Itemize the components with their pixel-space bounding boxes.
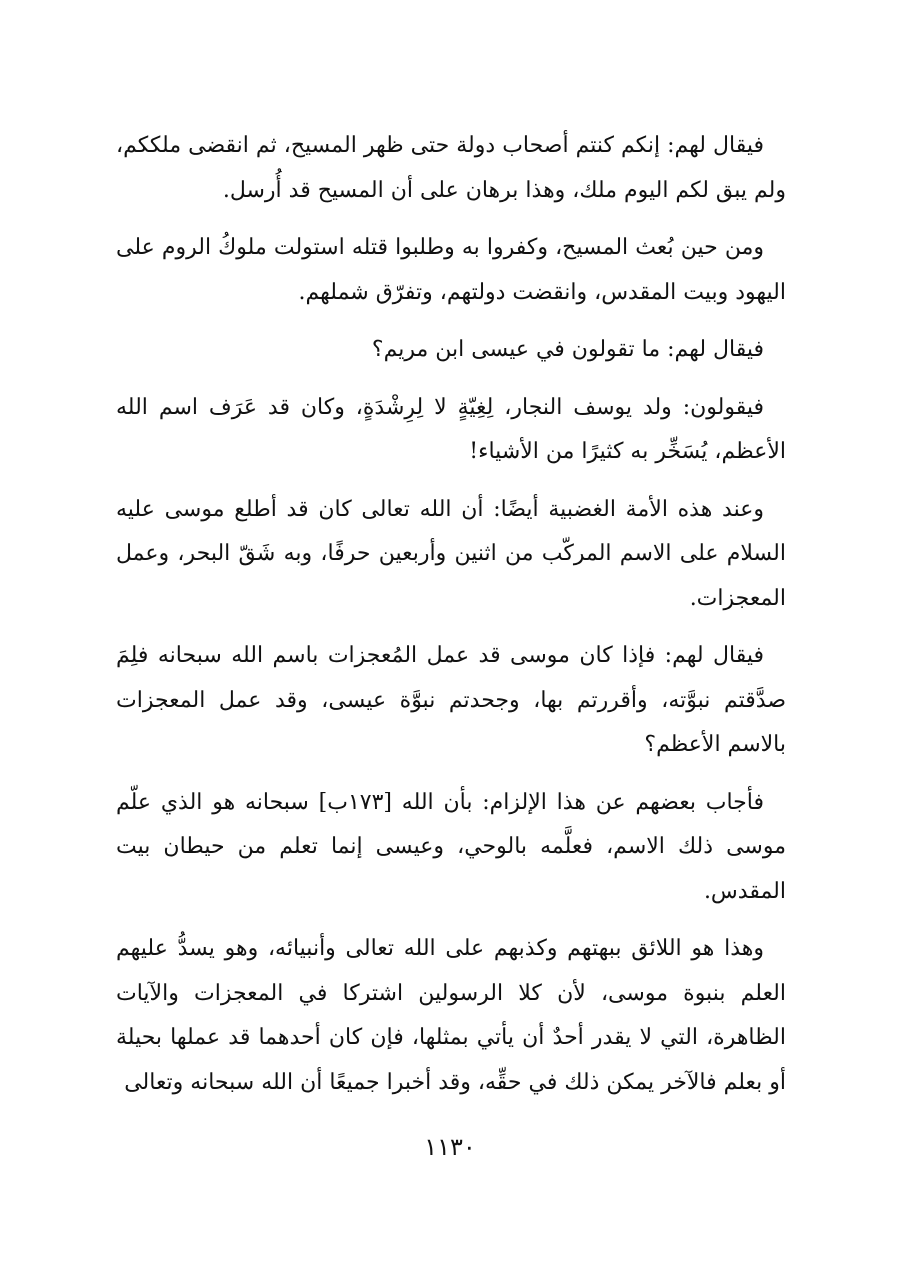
paragraph-3: فيقال لهم: ما تقولون في عيسى ابن مريم؟ [371, 337, 764, 362]
paragraph-4: فيقولون: ولد يوسف النجار، لِغِيّةٍ لا لِرِشْدَةٍ، وكان قد عَرَف اسم الله الأعظم، يُسَخِّر به كثيرًا من الأشياء! [116, 394, 786, 464]
paragraph-8: وهذا هو اللائق ببهتهم وكذبهم على الله تعالى وأنبيائه، وهو يسدُّ عليهم العلم بنبوة موسى، لأن كلا الرسولين اشتركا في المعجزات والآيات الظاهرة، التي لا يقدر أحدٌ أن يأتي بمثلها، فإن كان أحدهما قد عملها بحيلة أو بعلم فالآخر يمكن ذلك في حقِّه، وقد أخبرا جميعًا أن الله سبحانه وتعالى [116, 936, 786, 1095]
page-number: ١١٣٠ [424, 1133, 476, 1161]
paragraph-2: ومن حين بُعث المسيح، وكفروا به وطلبوا قتله استولت ملوكُ الروم على اليهود وبيت المقدس، وانقضت دولتهم، وتفرّق شملهم. [116, 235, 786, 305]
paragraph-1: فيقال لهم: إنكم كنتم أصحاب دولة حتى ظهر المسيح، ثم انقضى ملككم، ولم يبق لكم اليوم ملك، وهذا برهان على أن المسيح قد أُرسل. [116, 133, 786, 203]
page-body [116, 124, 786, 1118]
paragraph-5: وعند هذه الأمة الغضبية أيضًا: أن الله تعالى كان قد أطلع موسى عليه السلام على الاسم المركّب من اثنين وأربعين حرفًا، وبه شَقّ البحر، وعمل المعجزات. [116, 496, 786, 611]
paragraph-7: فأجاب بعضهم عن هذا الإلزام: بأن الله [١٧٣ب] سبحانه هو الذي علّم موسى ذلك الاسم، فعلَّمه بالوحي، وعيسى إنما تعلم من حيطان بيت المقدس. [116, 789, 786, 904]
paragraph-6: فيقال لهم: فإذا كان موسى قد عمل المُعجزات باسم الله سبحانه فلِمَ صدَّقتم نبوَّته، وأقررتم بها، وجحدتم نبوَّة عيسى، وقد عمل المعجزات بالاسم الأعظم؟ [116, 643, 786, 757]
